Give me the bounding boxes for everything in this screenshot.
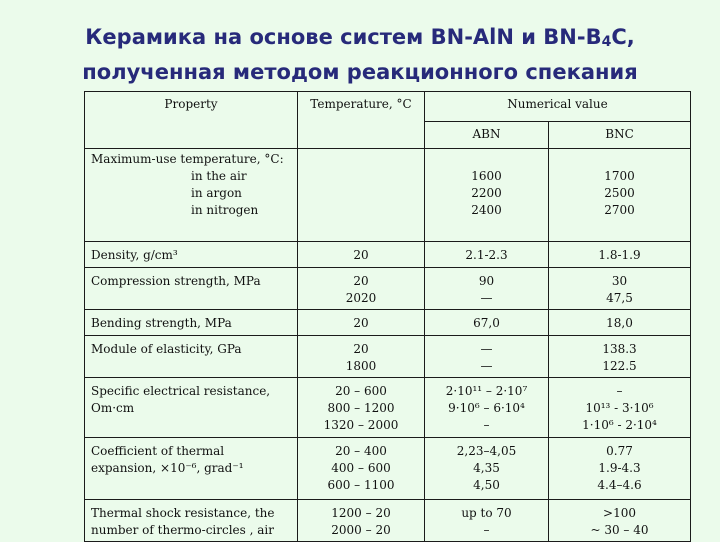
cell-line: 1800 — [345, 359, 377, 373]
cell-line: 1600 — [471, 169, 502, 183]
cell-line: 9·10⁶ – 6·10⁴ — [448, 401, 525, 415]
cell-line: 30 — [611, 274, 628, 288]
cell-prop — [85, 378, 298, 438]
cell-abn — [425, 500, 549, 542]
cell-line: 1320 – 2000 — [323, 418, 399, 432]
cell-line: 1700 — [604, 169, 635, 183]
cell-line: Bending strength, MPa — [91, 316, 232, 330]
header-bnc: BNC — [549, 122, 691, 149]
cell-line: – — [483, 523, 490, 537]
cell-abn — [425, 336, 549, 378]
table-row — [85, 242, 691, 268]
cell-bnc — [549, 310, 691, 336]
cell-line: >100 — [603, 506, 636, 520]
table-body — [85, 149, 691, 542]
cell-temp — [298, 438, 425, 500]
header-abn: ABN — [425, 122, 549, 149]
cell-line: in argon — [191, 186, 242, 200]
cell-line: ~ 30 – 40 — [590, 523, 649, 537]
cell-temp — [298, 336, 425, 378]
cell-prop — [85, 500, 298, 542]
cell-prop — [85, 438, 298, 500]
cell-line: — — [480, 359, 493, 373]
cell-line: 20 — [353, 248, 369, 262]
cell-line: 0.77 — [606, 444, 633, 458]
cell-line: Compression strength, MPa — [91, 274, 261, 288]
title-line-2: полученная методом реакционного спекания — [82, 60, 638, 84]
cell-prop — [85, 310, 298, 336]
cell-bnc — [549, 378, 691, 438]
cell-line: – — [616, 384, 623, 398]
cell-line: 1.9-4.3 — [598, 461, 641, 475]
cell-line: 1200 – 20 — [331, 506, 391, 520]
cell-line: 2500 — [604, 186, 635, 200]
cell-line: Thermal shock resistance, the — [91, 506, 275, 520]
cell-line: 2,23–4,05 — [456, 444, 517, 458]
cell-line: 2020 — [345, 291, 377, 305]
cell-line — [553, 151, 686, 168]
cell-line: Module of elasticity, GPa — [91, 342, 242, 356]
table-row — [85, 336, 691, 378]
cell-bnc — [549, 500, 691, 542]
table-row — [85, 268, 691, 310]
cell-line: 47,5 — [606, 291, 633, 305]
cell-line: 2700 — [604, 203, 635, 217]
cell-line: Om·cm — [91, 401, 135, 415]
title-line-1: Керамика на основе систем BN-AlN и BN-B4C, — [85, 25, 635, 50]
cell-line: 122.5 — [602, 359, 637, 373]
header-temperature: Temperature, °C — [298, 92, 425, 149]
cell-temp — [298, 268, 425, 310]
table-row — [85, 149, 691, 242]
cell-line: Coefficient of thermal — [91, 444, 225, 458]
cell-line: – — [483, 418, 490, 432]
cell-line: in nitrogen — [191, 203, 259, 217]
cell-line: — — [480, 342, 493, 356]
cell-line: 2.1-2.3 — [465, 248, 508, 262]
cell-line: 4.4–4.6 — [597, 478, 642, 492]
table-row — [85, 310, 691, 336]
cell-line: 20 – 400 — [335, 444, 387, 458]
cell-temp — [298, 500, 425, 542]
cell-line: — — [480, 291, 493, 305]
cell-bnc — [549, 149, 691, 242]
cell-line: 4,50 — [473, 478, 500, 492]
cell-line: expansion, ×10⁻⁶, grad⁻¹ — [91, 461, 244, 475]
cell-line: 400 – 600 — [331, 461, 391, 475]
cell-line: 10¹³ - 3·10⁶ — [585, 401, 654, 415]
cell-line: 18,0 — [606, 316, 633, 330]
cell-temp — [298, 310, 425, 336]
cell-abn — [425, 268, 549, 310]
cell-abn — [425, 378, 549, 438]
cell-temp — [298, 242, 425, 268]
cell-line: 1.8-1.9 — [598, 248, 641, 262]
title-subscript: 4 — [601, 34, 612, 50]
cell-line: 20 — [353, 342, 369, 356]
header-numerical-value: Numerical value — [425, 92, 691, 122]
cell-line: 2·10¹¹ – 2·10⁷ — [445, 384, 528, 398]
cell-prop — [85, 149, 298, 242]
cell-prop — [85, 242, 298, 268]
cell-temp — [298, 378, 425, 438]
cell-line: Maximum-use temperature, °C: — [91, 152, 284, 166]
cell-abn — [425, 310, 549, 336]
cell-abn — [425, 438, 549, 500]
cell-line: 4,35 — [473, 461, 500, 475]
cell-line: 600 – 1100 — [327, 478, 395, 492]
cell-line: 2000 – 20 — [331, 523, 391, 537]
slide-title — [0, 22, 720, 87]
cell-line: 90 — [478, 274, 495, 288]
cell-abn — [425, 242, 549, 268]
cell-bnc — [549, 336, 691, 378]
cell-line: Specific electrical resistance, — [91, 384, 271, 398]
table-row — [85, 500, 691, 542]
cell-prop — [85, 268, 298, 310]
cell-line: 20 – 600 — [335, 384, 387, 398]
cell-bnc — [549, 268, 691, 310]
cell-line: 67,0 — [473, 316, 500, 330]
cell-line: 138.3 — [602, 342, 637, 356]
cell-line: number of thermo-circles , air — [91, 523, 274, 537]
table-row — [85, 378, 691, 438]
cell-prop — [85, 336, 298, 378]
cell-temp — [298, 149, 425, 242]
properties-table — [84, 91, 691, 542]
cell-bnc — [549, 438, 691, 500]
cell-line: 1·10⁶ - 2·10⁴ — [582, 418, 657, 432]
cell-line: 20 — [353, 316, 369, 330]
cell-line: 2400 — [471, 203, 502, 217]
cell-line: in the air — [191, 169, 247, 183]
cell-bnc — [549, 242, 691, 268]
cell-line: up to 70 — [461, 506, 512, 520]
cell-line — [429, 151, 544, 168]
cell-line: 20 — [353, 274, 369, 288]
cell-line: 800 – 1200 — [327, 401, 395, 415]
table-row — [85, 438, 691, 500]
cell-line: 2200 — [471, 186, 502, 200]
header-property: Property — [85, 92, 298, 149]
cell-line: Density, g/cm³ — [91, 248, 178, 262]
cell-abn — [425, 149, 549, 242]
